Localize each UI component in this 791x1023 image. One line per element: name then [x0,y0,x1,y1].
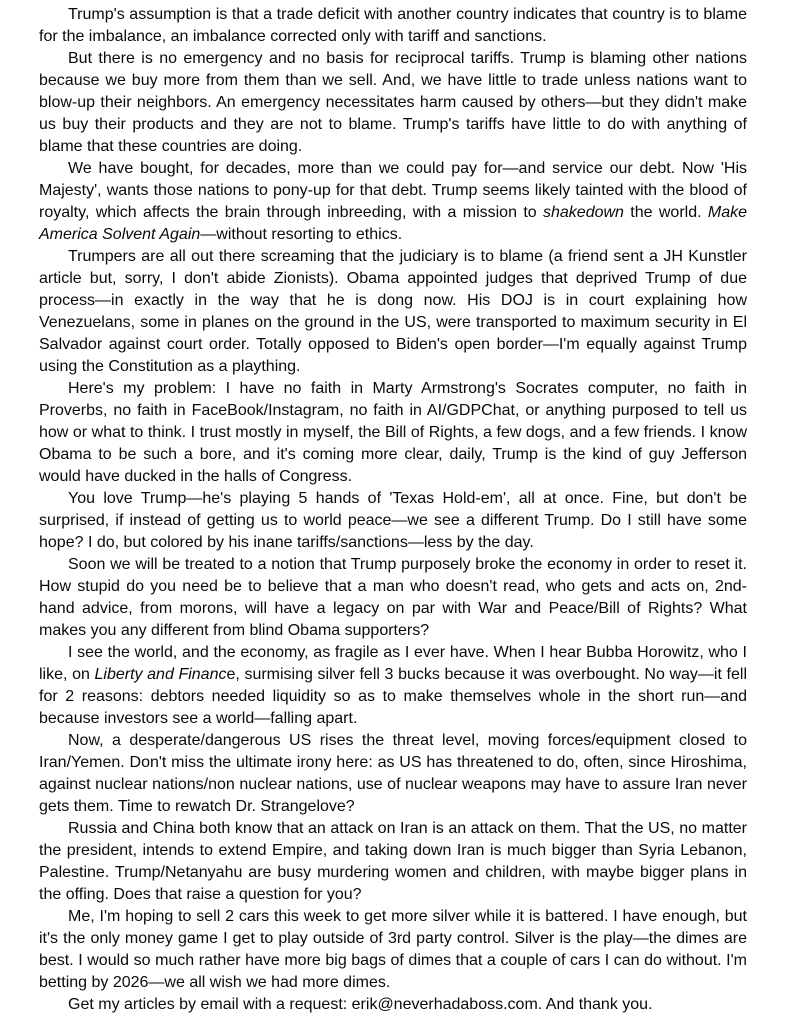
paragraph [39,48,747,158]
text-run: Here's my problem: I have no faith in Marty Armstrong's Socrates computer, no faith in Proverbs, no faith in FaceBook/Instagram, no faith in AI/GDPChat, or anything purposed to tell us how or what to think. I trust mostly in myself, the Bill of Rights, a few dogs, and a few friends. I know Obama to be such a bore, and it's coming more clear, daily, Trump is the kind of guy Jefferson would have ducked in the halls of Congress. [39,380,747,485]
text-run-italic: shakedown [543,204,624,221]
text-run: I see the world, and the economy, as fragile as I ever have. When I hear Bubba Horowitz, who I like, on [39,644,747,683]
text-run: But there is no emergency and no basis for reciprocal tariffs. Trump is blaming other nations because we buy more from them than we sell. And, we have little to trade unless nations want to blow-up their neighbors. An emergency necessitates harm caused by others—but they didn't make us buy their products and they are not to blame. Trump's tariffs have little to do with anything of blame that these countries are doing. [39,50,747,155]
text-run: Now, a desperate/dangerous US rises the threat level, moving forces/equipment closed to Iran/Yemen. Don't miss the ultimate irony here: as US has threatened to do, often, since Hiroshima, against nuclear nations/non nuclear nations, use of nuclear weapons may have to assure Iran never gets them. Time to rewatch Dr. Strangelove? [39,732,747,815]
text-run-italic: Liberty and Financ [94,666,227,683]
paragraph [39,378,747,488]
text-run-italic: Make America Solvent Again [39,204,748,243]
email-address: erik@neverhadaboss.com [351,996,538,1013]
paragraph [39,642,747,730]
text-run: . And thank you. [537,996,653,1013]
text-run: Soon we will be treated to a notion that Trump purposely broke the economy in order to reset it. How stupid do you need be to believe that a man who doesn't read, who gets and acts on, 2nd-hand advice, from morons, will have a legacy on par with War and Peace/Bill of Rights? What makes you any different from blind Obama supporters? [39,556,747,639]
text-run: —without resorting to ethics. [200,226,403,243]
text-run: We have bought, for decades, more than we could pay for—and service our debt. Now 'His Majesty', wants those nations to pony-up for that debt. Trump seems likely tainted with the blood of royalty, which affects the brain through inbreeding, with a mission to [39,160,747,221]
paragraph [39,730,747,818]
text-run: Trumpers are all out there screaming that the judiciary is to blame (a friend sent a JH Kunstler article but, sorry, I don't abide Zionists). Obama appointed judges that deprived Trump of due process—in exactly in the way that he is dong now. His DOJ is in court explaining how Venezuelans, some in planes on the ground in the US, were transported to maximum security in El Salvador against court order. Totally opposed to Biden's open border—I'm equally against Trump using the Constitution as a plaything. [39,248,747,375]
text-run: Get my articles by email with a request: [68,996,352,1013]
paragraph [39,246,747,378]
paragraph [39,906,747,994]
text-run: Me, I'm hoping to sell 2 cars this week to get more silver while it is battered. I have enough, but it's the only money game I get to play outside of 3rd party control. Silver is the play—the dimes are best. I would so much rather have more big bags of dimes that a couple of cars I can do without. I'm betting by 2026—we all wish we had more dimes. [39,908,747,991]
paragraph [39,488,747,554]
paragraph [39,818,747,906]
text-run: the world. [623,204,708,221]
text-run: Trump's assumption is that a trade deficit with another country indicates that country is to blame for the imbalance, an imbalance corrected only with tariff and sanctions. [39,6,747,45]
text-run: Russia and China both know that an attack on Iran is an attack on them. That the US, no matter the president, intends to extend Empire, and taking down Iran is much bigger than Syria Lebanon, Palestine. Trump/Netanyahu are busy murdering women and children, with maybe bigger plans in the offing. Does that raise a question for you? [39,820,747,903]
paragraph [39,994,747,1016]
text-run: You love Trump—he's playing 5 hands of 'Texas Hold-em', all at once. Fine, but don't be surprised, if instead of getting us to world peace—we see a different Trump. Do I still have some hope? I do, but colored by his inane tariffs/sanctions—less by the day. [39,490,747,551]
text-run: e, surmising silver fell 3 bucks because it was overbought. No way—it fell for 2 reasons: debtors needed liquidity so as to make themselves whole in the short run—and because investors see a world—falling apart. [39,666,748,727]
paragraph [39,4,747,48]
paragraph [39,554,747,642]
paragraph [39,158,747,246]
